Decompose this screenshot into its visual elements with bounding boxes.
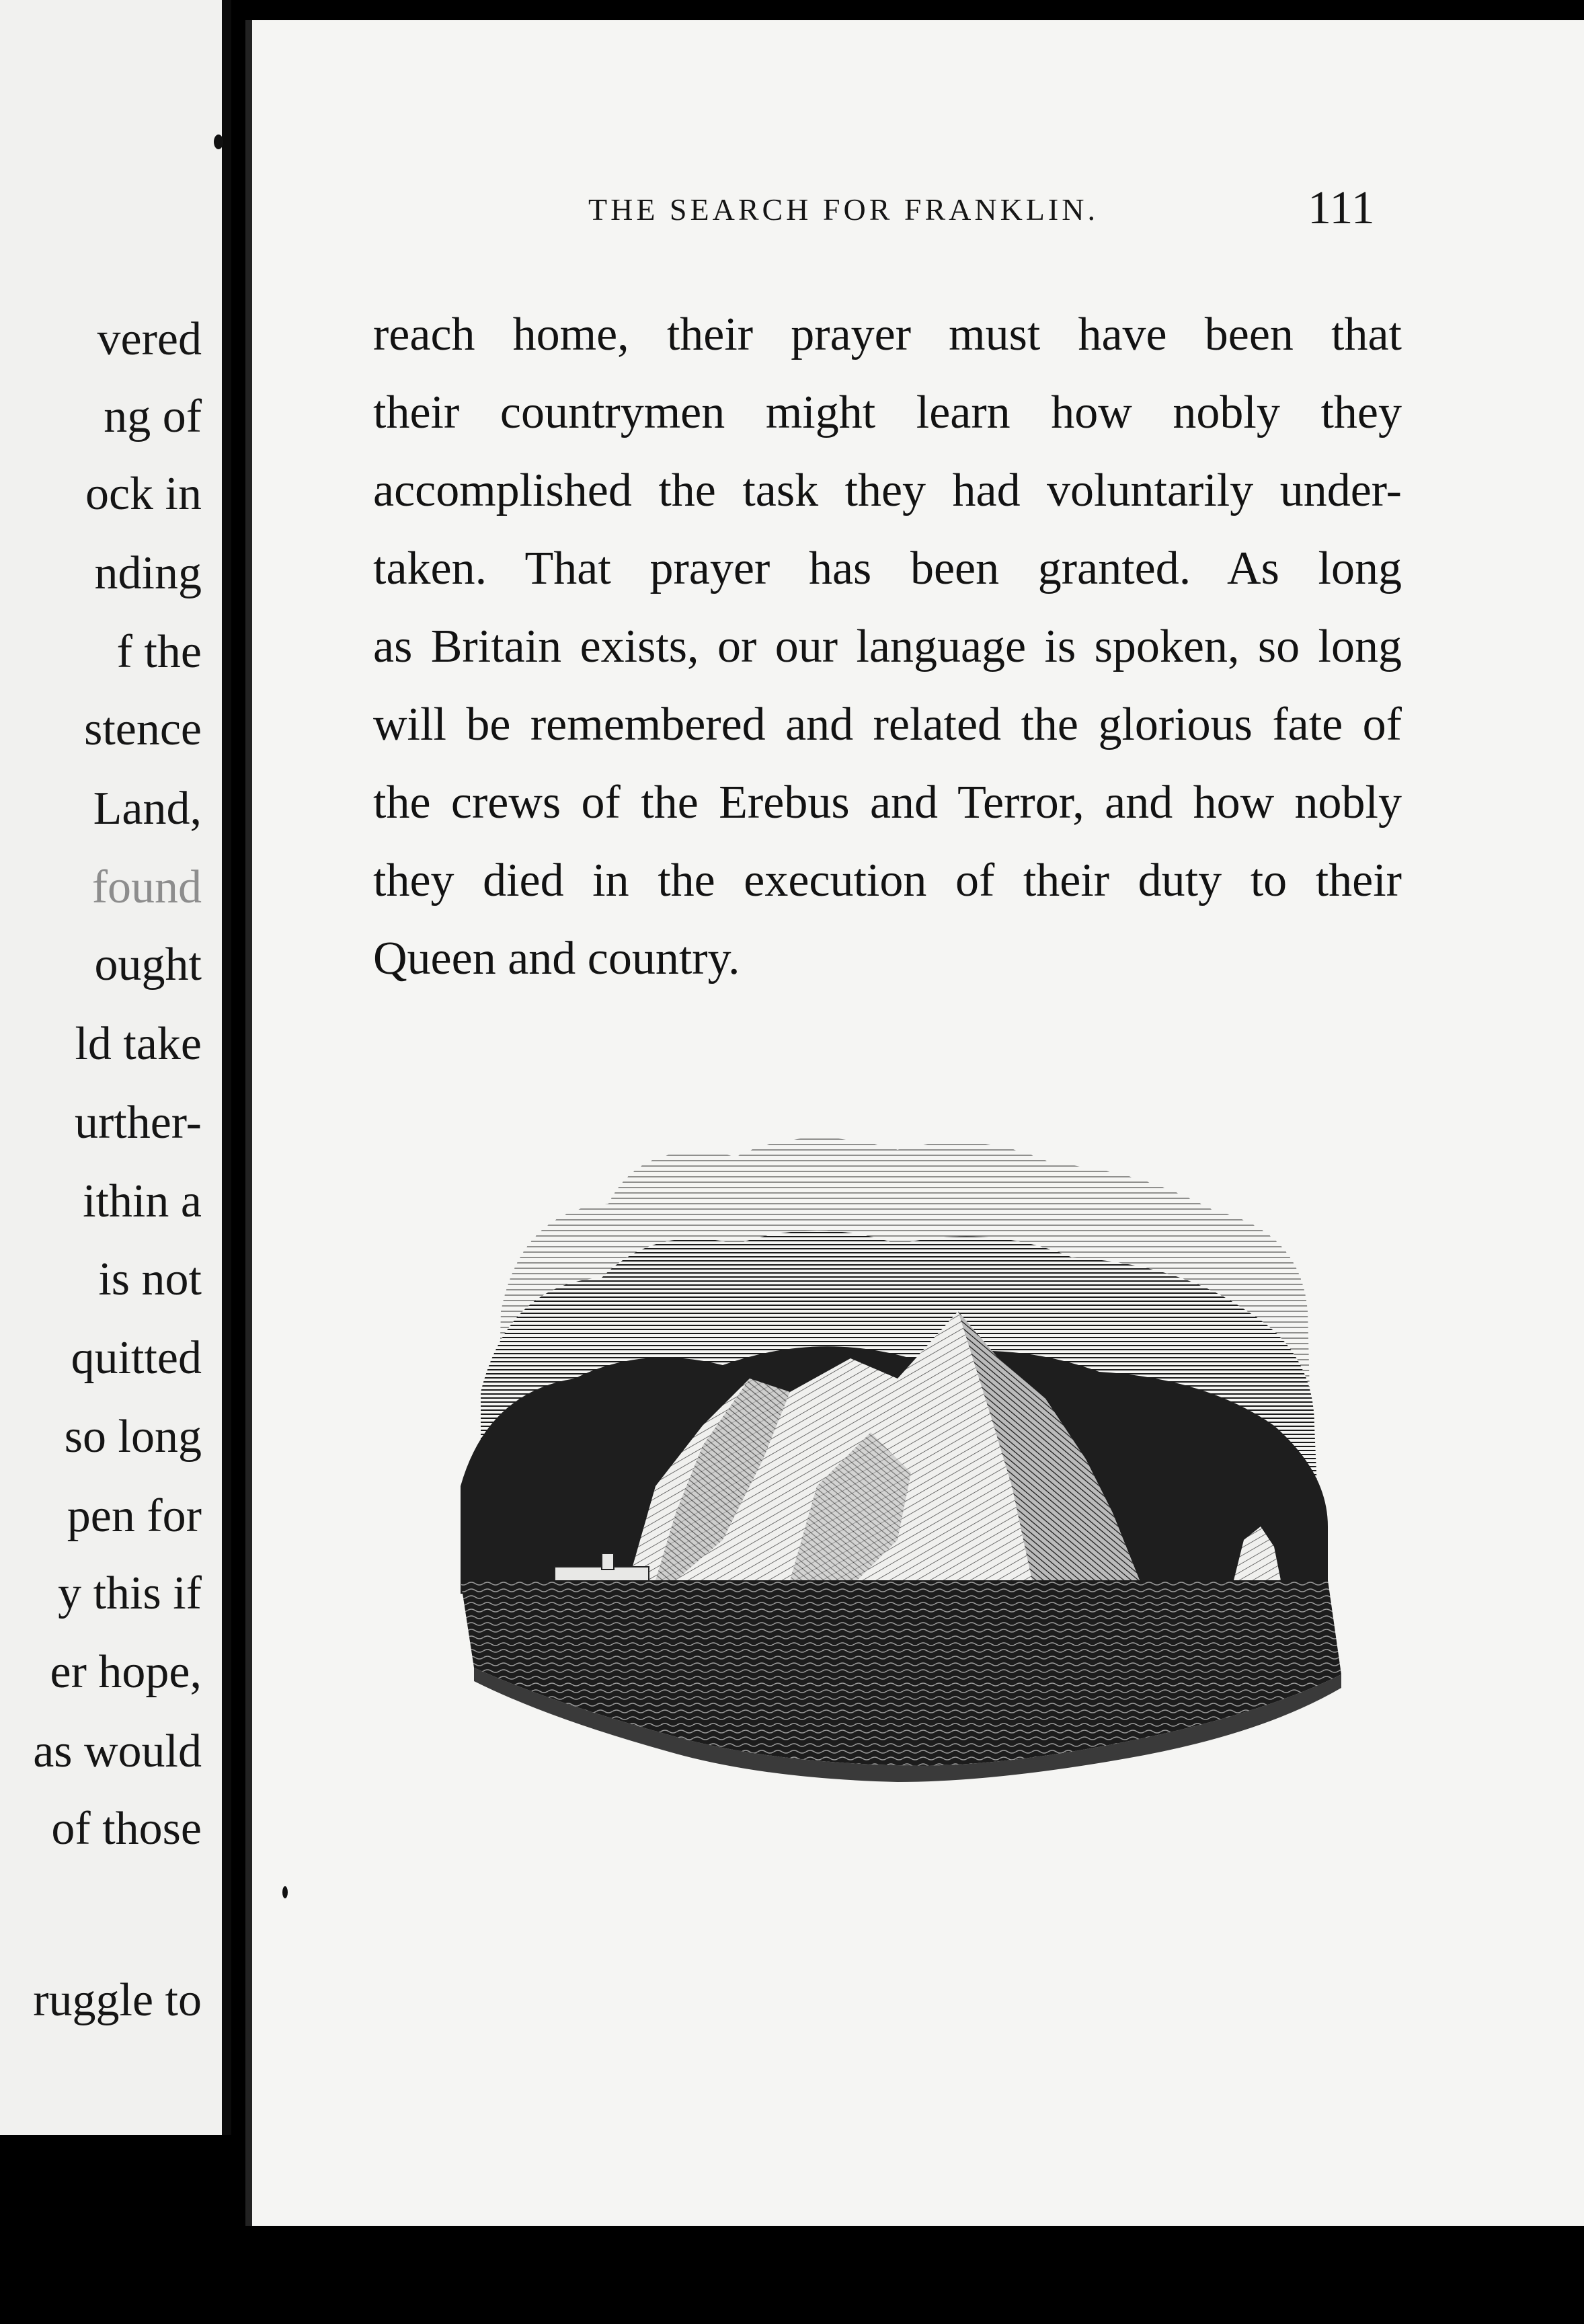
left-line: pen for <box>67 1490 202 1542</box>
text-line: as Britain exists, or our language is spoken, so long <box>373 621 1402 672</box>
running-head: THE SEARCH FOR FRANKLIN. <box>588 192 1099 227</box>
book-page <box>245 20 1584 2226</box>
iceberg-engraving <box>387 1110 1395 1849</box>
text-line: their countrymen might learn how nobly they <box>373 387 1402 438</box>
text-line: Queen and country. <box>373 933 740 984</box>
text-line: taken. That prayer has been granted. As long <box>373 543 1402 594</box>
left-line: so long <box>64 1411 202 1463</box>
text-line: they died in the execution of their duty to their <box>373 855 1402 906</box>
left-line: y this if <box>58 1567 202 1619</box>
text-line: reach home, their prayer must have been that <box>373 309 1402 360</box>
left-line: nding <box>94 547 202 599</box>
text-line: will be remembered and related the glorious fate of <box>373 699 1402 750</box>
left-line: ng of <box>104 391 202 442</box>
left-line: of those <box>51 1803 202 1855</box>
text-line: accomplished the task they had voluntarily under- <box>373 465 1402 516</box>
left-line: stence <box>84 703 202 755</box>
gutter-speck <box>282 1886 288 1898</box>
left-line: f the <box>116 626 202 678</box>
left-line: urther- <box>74 1097 202 1149</box>
left-line: Land, <box>93 783 202 835</box>
gutter-speck <box>214 134 223 149</box>
body-text <box>373 296 1402 998</box>
left-line: as would <box>33 1726 202 1777</box>
previous-page-fragment <box>0 0 231 2135</box>
left-line: is not <box>98 1253 202 1305</box>
left-line: ock in <box>85 468 202 520</box>
left-line: vered <box>97 313 202 365</box>
left-line: ruggle to <box>33 1974 202 2026</box>
left-line: ithin a <box>83 1175 202 1227</box>
left-line: er hope, <box>50 1646 202 1698</box>
left-line: quitted <box>71 1332 202 1384</box>
left-line: ld take <box>75 1018 202 1070</box>
page-number: 111 <box>1308 182 1375 234</box>
left-line: found <box>91 861 202 913</box>
left-line: ought <box>94 939 202 991</box>
text-line: the crews of the Erebus and Terror, and how nobly <box>373 777 1402 828</box>
